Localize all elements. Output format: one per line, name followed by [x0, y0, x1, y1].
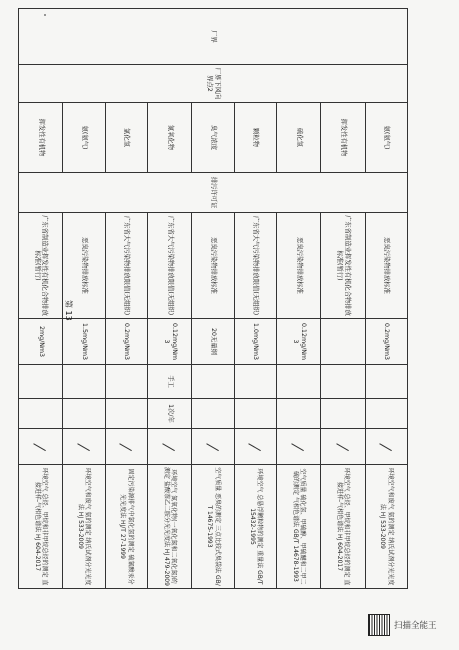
pollutant-cell: 氨(氨气) — [63, 103, 105, 173]
empty-slash-cell — [105, 429, 147, 465]
slash-mark — [379, 443, 391, 451]
limit-cell: 2mg/Nm3 — [19, 319, 63, 365]
method-standard-cell: 环境空气 总烃、甲烷和非甲烷总烃的测定 直接进样-气相色谱法 HJ 604-2017 — [321, 465, 365, 589]
pollutant-cell: 硫化氢 — [277, 103, 321, 173]
empty-slash-cell — [63, 429, 105, 465]
count-cell — [19, 399, 63, 429]
pollutant-cell: 颗粒物 — [234, 103, 276, 173]
standard-cell: 恶臭污染物排放标准 — [365, 213, 407, 319]
count-cell — [365, 399, 407, 429]
pollutant-cell: 氯化氢 — [105, 103, 147, 173]
scanner-badge-label: 扫描全能王 — [394, 621, 437, 631]
method-standard-cell: 环境空气和废气 氨的测定 纳氏试剂分光光度法 HJ 533-2009 — [63, 465, 105, 589]
count-cell — [277, 399, 321, 429]
pollutant-cell: 挥发性有机物 — [19, 103, 63, 173]
table-row — [365, 9, 407, 589]
standard-cell: 广东省制造业挥发性有机化合物排放标准(暂行) — [19, 213, 63, 319]
standard-cell: 恶臭污染物排放标准 — [63, 213, 105, 319]
count-cell — [234, 399, 276, 429]
method-standard-cell: 环境空气 总悬浮颗粒物的测定 重量法 GB/T 15432-1995 — [234, 465, 276, 589]
slash-mark — [336, 443, 348, 451]
pollutant-cell: 氨(氨气) — [365, 103, 407, 173]
empty-slash-cell — [277, 429, 321, 465]
frequency-cell — [365, 365, 407, 399]
group-cell: 厂界 — [19, 9, 408, 65]
permit-cell: 排污许可证 — [19, 173, 408, 213]
empty-slash-cell — [192, 429, 234, 465]
method-standard-cell: 环境空气和废气 氨的测定 纳氏试剂分光光度法 HJ 533-2009 — [365, 465, 407, 589]
standard-cell: 恶臭污染物排放标准 — [277, 213, 321, 319]
slash-mark — [34, 443, 46, 451]
empty-slash-cell — [19, 429, 63, 465]
scanner-badge — [368, 614, 437, 636]
empty-slash-cell — [365, 429, 407, 465]
empty-slash-cell — [234, 429, 276, 465]
limit-cell: 20无量纲 — [192, 319, 234, 365]
standard-cell: 广东省大气污染物排放限值(无组织) — [148, 213, 192, 319]
page-number: 第 13 — [64, 300, 73, 321]
count-cell — [192, 399, 234, 429]
method-standard-cell: 环境空气 氮氧化物(一氧化氮和二氧化氮)的测定 盐酸萘乙二胺分光光度法 HJ 479-2009 — [148, 465, 192, 589]
limit-cell: 0.2mg/Nm3 — [105, 319, 147, 365]
count-cell: 1次/年 — [148, 399, 192, 429]
empty-slash-cell — [148, 429, 192, 465]
slash-mark — [292, 443, 304, 451]
frequency-cell — [63, 365, 105, 399]
standard-cell: 恶臭污染物排放标准 — [192, 213, 234, 319]
count-cell — [63, 399, 105, 429]
qr-code-icon — [368, 614, 390, 636]
slash-mark — [249, 443, 261, 451]
frequency-cell — [277, 365, 321, 399]
slash-mark — [206, 443, 218, 451]
standard-cell: 广东省制造业挥发性有机化合物排放标准(暂行) — [321, 213, 365, 319]
rotated-table-wrapper — [18, 8, 408, 588]
slash-mark — [163, 443, 175, 451]
pollutant-cell: 臭气浓度 — [192, 103, 234, 173]
slash-mark — [119, 443, 131, 451]
pollutant-cell: 挥发性有机物 — [321, 103, 365, 173]
empty-slash-cell — [321, 429, 365, 465]
method-standard-cell: 固定污染源排气中氯化氢的测定 硫氰酸汞分光光度法 HJ/T 27-1999 — [105, 465, 147, 589]
standard-cell: 广东省大气污染物排放限值(无组织) — [234, 213, 276, 319]
slash-mark — [77, 443, 89, 451]
limit-cell: 1.0mg/Nm3 — [234, 319, 276, 365]
frequency-cell — [321, 365, 365, 399]
frequency-cell — [192, 365, 234, 399]
limit-cell: 0.2mg/Nm3 — [365, 319, 407, 365]
monitoring-table — [18, 8, 408, 589]
count-cell — [321, 399, 365, 429]
pollutant-cell: 氮氧化物 — [148, 103, 192, 173]
method-standard-cell: 环境空气 总烃、甲烷和非甲烷总烃的测定 直接进样-气相色谱法 HJ 604-2017 — [19, 465, 63, 589]
frequency-cell: 手工 — [148, 365, 192, 399]
frequency-cell — [105, 365, 147, 399]
count-cell — [105, 399, 147, 429]
frequency-cell — [19, 365, 63, 399]
limit-cell — [321, 319, 365, 365]
point-cell: 厂界下风向界点2 — [19, 65, 408, 103]
limit-cell: 0.12mg/Nm3 — [148, 319, 192, 365]
limit-cell: 1.5mg/Nm3 — [63, 319, 105, 365]
standard-cell: 广东省大气污染物排放限值(无组织) — [105, 213, 147, 319]
method-standard-cell: 空气质量 硫化氢、甲硫醇、甲硫醚和二甲二硫的测定 气相色谱法 GB/T 14678-1993 — [277, 465, 321, 589]
method-standard-cell: 空气质量 恶臭的测定 三点比较式臭袋法 GB/T 14675-1993 — [192, 465, 234, 589]
frequency-cell — [234, 365, 276, 399]
limit-cell: 0.12mg/Nm3 — [277, 319, 321, 365]
